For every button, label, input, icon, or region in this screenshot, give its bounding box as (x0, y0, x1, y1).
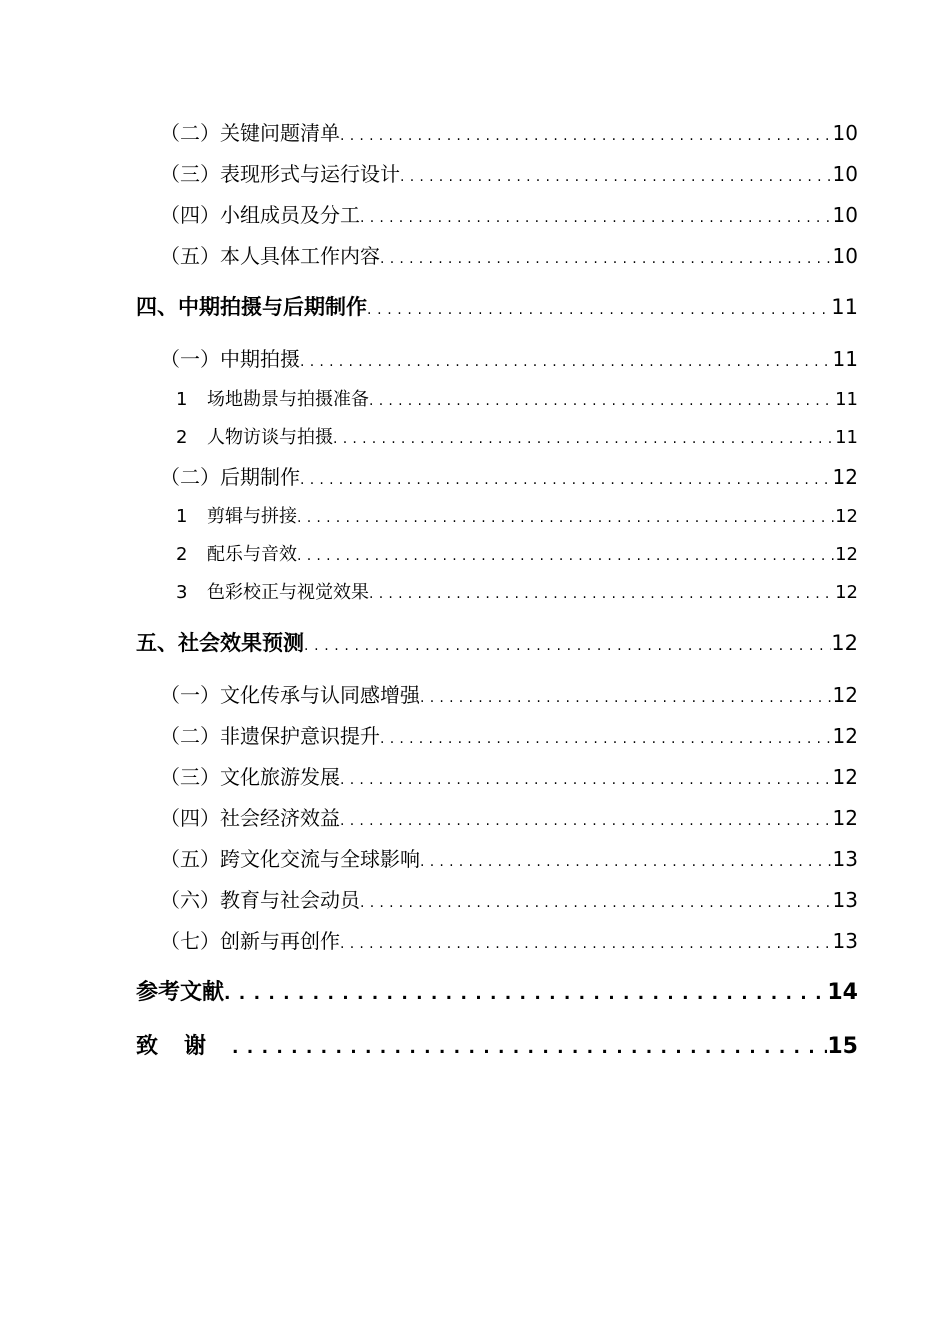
toc-chapter-title: 四、中期拍摄与后期制作 (136, 295, 367, 319)
toc-entry-title: 配乐与音效 (207, 544, 297, 565)
toc-entry[interactable] (0, 199, 950, 228)
toc-page-number: 10 (832, 121, 858, 145)
toc-page-number: 12 (835, 582, 858, 603)
toc-entry-number: 2 (176, 427, 188, 448)
dot-leader (297, 510, 835, 526)
toc-page-number: 11 (832, 347, 858, 371)
dot-leader (224, 984, 827, 1004)
dot-leader (297, 548, 835, 564)
dot-leader (367, 302, 831, 318)
toc-entry[interactable] (0, 925, 950, 954)
dot-leader (420, 690, 833, 706)
toc-chapter-entry[interactable] (0, 291, 950, 321)
toc-entry-title: （一）文化传承与认同感增强 (160, 683, 420, 707)
toc-entry[interactable] (0, 802, 950, 831)
toc-page-number: 12 (831, 631, 858, 655)
toc-page-number: 12 (832, 465, 858, 489)
toc-entry-title: （六）教育与社会动员 (160, 888, 360, 912)
toc-page-number: 12 (832, 765, 858, 789)
dot-leader (300, 354, 833, 370)
toc-acknowledgements-entry[interactable] (0, 1029, 950, 1060)
toc-entry[interactable] (0, 720, 950, 749)
dot-leader (380, 251, 833, 267)
toc-entry-number: 1 (176, 506, 188, 527)
toc-page-number: 12 (832, 806, 858, 830)
toc-entry-title-wrap (176, 540, 297, 566)
toc-page-number: 12 (835, 544, 858, 565)
toc-entry[interactable] (0, 117, 950, 146)
toc-entry-title: （一）中期拍摄 (160, 347, 300, 371)
dot-leader (333, 431, 835, 447)
toc-entry[interactable] (0, 158, 950, 187)
toc-entry[interactable] (0, 761, 950, 790)
toc-chapter-entry[interactable] (0, 627, 950, 657)
toc-entry[interactable] (0, 884, 950, 913)
toc-page-number: 12 (832, 724, 858, 748)
toc-entry-title-wrap (176, 502, 297, 528)
toc-entry-title: （二）后期制作 (160, 465, 300, 489)
dot-leader (340, 813, 833, 829)
dot-leader (340, 772, 833, 788)
toc-entry-title: （五）本人具体工作内容 (160, 244, 380, 268)
toc-page-number: 10 (832, 203, 858, 227)
toc-page-number: 13 (832, 847, 858, 871)
toc-entry[interactable] (0, 343, 950, 372)
dot-leader (420, 854, 833, 870)
toc-entry-title-wrap (176, 423, 333, 449)
dot-leader (300, 472, 833, 488)
toc-entry[interactable] (0, 843, 950, 872)
toc-entry-title: （二）非遗保护意识提升 (160, 724, 380, 748)
toc-entry-title: （七）创新与再创作 (160, 929, 340, 953)
toc-page-number: 13 (832, 929, 858, 953)
toc-numbered-entry[interactable] (0, 540, 950, 566)
toc-entry-title: 色彩校正与视觉效果 (207, 582, 369, 603)
toc-page-number: 10 (832, 162, 858, 186)
toc-entry-number: 2 (176, 544, 188, 565)
toc-entry-title: （二）关键问题清单 (160, 121, 340, 145)
toc-numbered-entry[interactable] (0, 385, 950, 411)
toc-entry[interactable] (0, 679, 950, 708)
toc-chapter-title: 五、社会效果预测 (136, 631, 304, 655)
toc-numbered-entry[interactable] (0, 578, 950, 604)
toc-entry-title: （三）文化旅游发展 (160, 765, 340, 789)
toc-page-number: 15 (827, 1034, 858, 1059)
dot-leader (360, 210, 833, 226)
toc-page-number: 12 (835, 506, 858, 527)
toc-page-number: 13 (832, 888, 858, 912)
toc-entry-title: 剪辑与拼接 (207, 506, 297, 527)
toc-page-number: 11 (835, 389, 858, 410)
toc-acknowledgements-title: 致谢 (136, 1034, 233, 1059)
dot-leader (369, 586, 835, 602)
toc-page-number: 14 (827, 980, 858, 1005)
dot-leader (360, 895, 833, 911)
toc-entry-title: （四）社会经济效益 (160, 806, 340, 830)
toc-entry-title: （三）表现形式与运行设计 (160, 162, 400, 186)
toc-entry-title: （五）跨文化交流与全球影响 (160, 847, 420, 871)
dot-leader (380, 731, 833, 747)
toc-page-number: 11 (831, 295, 858, 319)
toc-entry-number: 3 (176, 582, 188, 603)
toc-entry-title: （四）小组成员及分工 (160, 203, 360, 227)
toc-page-number: 10 (832, 244, 858, 268)
toc-references-entry[interactable] (0, 975, 950, 1006)
toc-page-number: 12 (832, 683, 858, 707)
toc-page-number: 11 (835, 427, 858, 448)
toc-entry-title-wrap (176, 385, 369, 411)
toc-numbered-entry[interactable] (0, 423, 950, 449)
dot-leader (400, 169, 833, 185)
dot-leader (232, 1038, 827, 1058)
dot-leader (304, 638, 831, 654)
toc-entry[interactable] (0, 461, 950, 490)
toc-numbered-entry[interactable] (0, 502, 950, 528)
dot-leader (340, 936, 833, 952)
toc-entry-number: 1 (176, 389, 188, 410)
toc-entry-title-wrap (176, 578, 369, 604)
dot-leader (340, 128, 833, 144)
toc-entry-title: 人物访谈与拍摄 (207, 427, 333, 448)
toc-entry-title: 场地勘景与拍摄准备 (207, 389, 369, 410)
toc-references-title: 参考文献 (136, 980, 225, 1005)
toc-entry[interactable] (0, 240, 950, 269)
dot-leader (369, 393, 835, 409)
